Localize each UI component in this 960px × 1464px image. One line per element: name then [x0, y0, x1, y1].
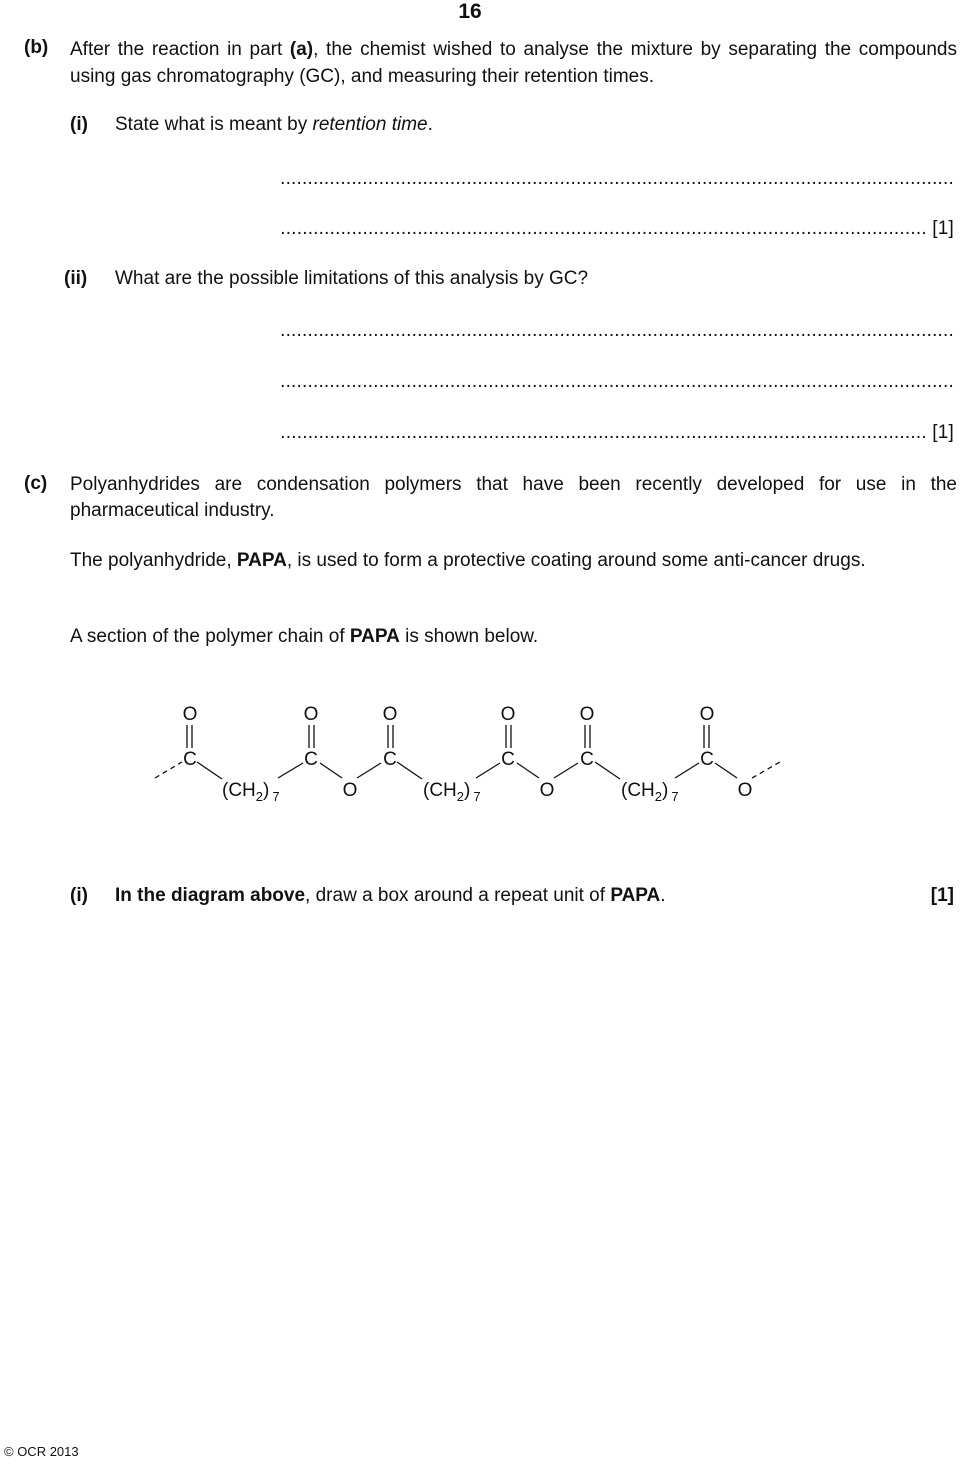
part-b-i-term: retention time	[312, 114, 428, 135]
atom-oxygen: O	[579, 704, 595, 725]
ch2-open: (CH	[222, 780, 256, 801]
atom-oxygen: O	[382, 704, 398, 725]
part-b-intro-pre: After the reaction in part	[70, 39, 290, 60]
answer-line-b-i-2[interactable]: ...................................................................................................................... [1]	[280, 218, 954, 239]
atom-carbon: C	[580, 749, 594, 770]
part-b-i-label: (i)	[70, 114, 88, 135]
ch2-open: (CH	[621, 780, 655, 801]
part-c-i-marks: [1]	[930, 885, 954, 906]
ch2-count: 7	[473, 789, 481, 804]
part-b-intro-ref: (a)	[289, 39, 314, 60]
part-c-para2-papa: PAPA	[236, 550, 287, 571]
ch2-group	[222, 780, 280, 804]
ch2-close: )	[464, 780, 471, 801]
part-b-ii-question: What are the possible limitations of this analysis by GC?	[115, 268, 589, 289]
atom-carbon: C	[700, 749, 714, 770]
part-c-para1: Polyanhydrides are condensation polymers that have been recently developed for use in the pharmaceutical industry.	[70, 474, 957, 521]
answer-line-b-ii-2[interactable]: ...........................................................................................................................	[280, 371, 954, 392]
ch2-count: 7	[272, 789, 280, 804]
part-b-intro	[70, 36, 957, 90]
atom-bridging-oxygen: O	[737, 780, 753, 801]
atom-bridging-oxygen: O	[539, 780, 555, 801]
ch2-subscript: 2	[654, 789, 663, 804]
atom-oxygen: O	[699, 704, 715, 725]
part-c-i-papa: PAPA	[610, 885, 661, 906]
part-c-i-bold: In the diagram above	[115, 885, 306, 906]
answer-line-b-ii-3[interactable]: ...................................................................................................................... [1]	[280, 422, 954, 443]
atom-oxygen: O	[303, 704, 319, 725]
ch2-subscript: 2	[456, 789, 465, 804]
answer-line-b-i-1[interactable]: ...........................................................................................................................	[280, 168, 954, 189]
atom-oxygen: O	[182, 704, 198, 725]
part-c-para3-papa: PAPA	[349, 626, 400, 647]
part-b-i-pre: State what is meant by	[115, 114, 313, 135]
part-b-i-post: .	[427, 114, 433, 135]
atom-carbon: C	[304, 749, 318, 770]
part-b-intro-post: , the chemist wished to analyse the mixture by separating the compounds using gas chromatography (GC), and measuring their retention times.	[70, 39, 957, 87]
part-c-i-post: .	[660, 885, 666, 906]
page-number: 16	[458, 0, 482, 23]
part-c-para2-post: , is used to form a protective coating around some anti-cancer drugs.	[286, 550, 866, 571]
answer-line-b-ii-1[interactable]: ...........................................................................................................................	[280, 320, 954, 341]
bond-lines	[155, 725, 780, 779]
ch2-open: (CH	[423, 780, 457, 801]
part-b-label: (b)	[24, 37, 49, 58]
part-c-label: (c)	[24, 473, 48, 494]
part-c-para3	[70, 625, 957, 649]
copyright-footer: © OCR 2013	[4, 1444, 79, 1459]
ch2-group	[423, 780, 481, 804]
part-c-para3-pre: A section of the polymer chain of	[70, 626, 350, 647]
part-c-para3-post: is shown below.	[399, 626, 539, 647]
atom-oxygen: O	[500, 704, 516, 725]
atom-carbon: C	[183, 749, 197, 770]
ch2-close: )	[662, 780, 669, 801]
part-c-i-label: (i)	[70, 885, 88, 906]
papa-polymer-diagram[interactable]	[0, 690, 960, 820]
part-b-ii-label: (ii)	[64, 268, 88, 289]
atom-bridging-oxygen: O	[342, 780, 358, 801]
atom-carbon: C	[501, 749, 515, 770]
part-c-i-question	[115, 884, 666, 908]
part-c-i-mid: , draw a box around a repeat unit of	[305, 885, 611, 906]
ch2-subscript: 2	[255, 789, 264, 804]
ch2-count: 7	[671, 789, 679, 804]
atom-carbon: C	[383, 749, 397, 770]
part-c-para2-pre: The polyanhydride,	[70, 550, 237, 571]
part-c-para2	[70, 548, 957, 574]
ch2-group	[621, 780, 679, 804]
part-b-i-question	[115, 113, 433, 137]
ch2-close: )	[263, 780, 270, 801]
